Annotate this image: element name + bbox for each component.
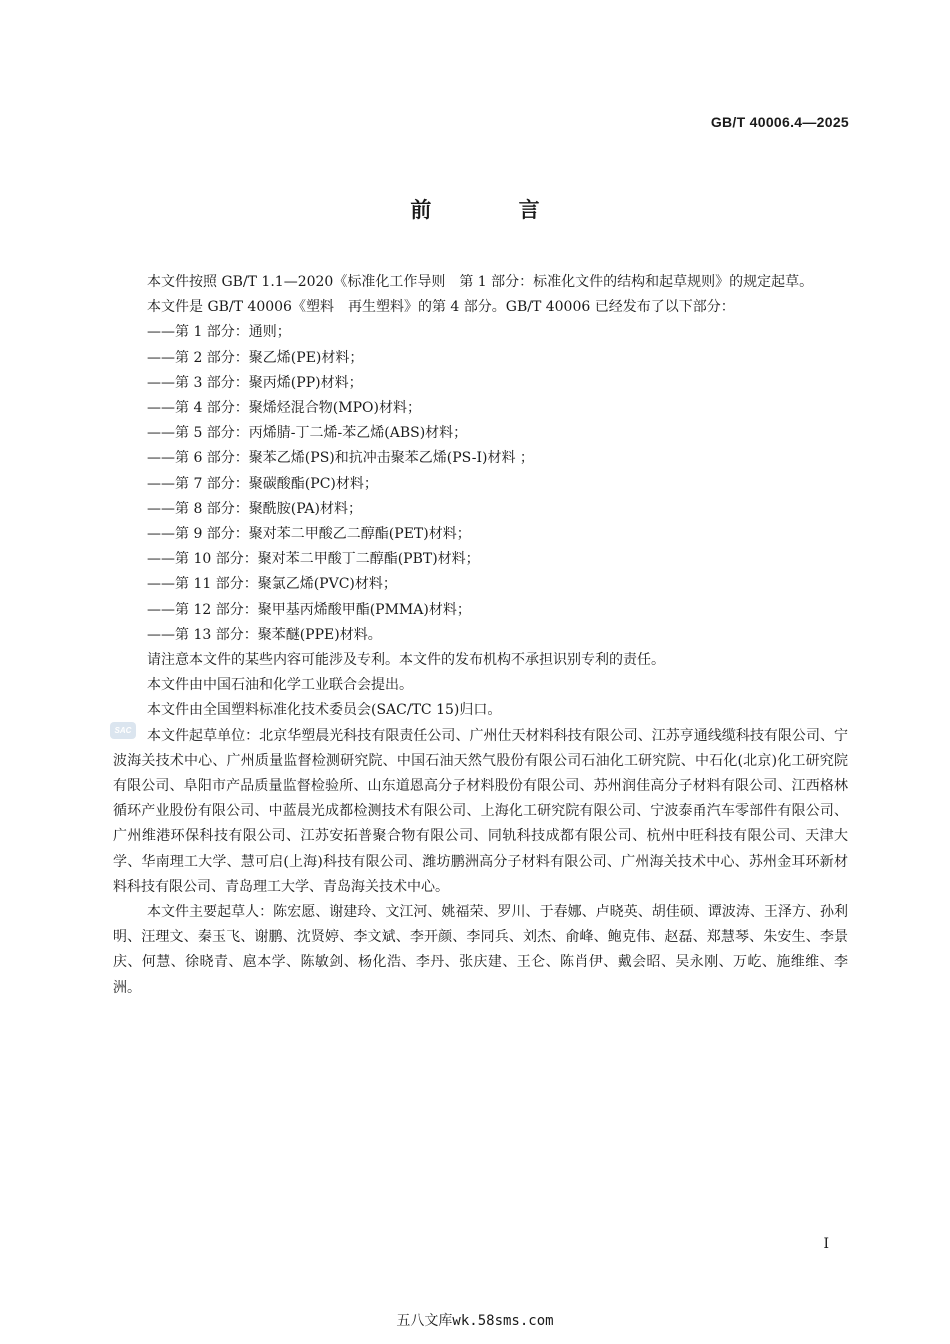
list-item-part: ——第 7 部分：聚碳酸酯(PC)材料； [147, 475, 378, 492]
paragraph-proposer: 本文件由中国石油和化学工业联合会提出。 [147, 677, 413, 694]
list-item-part: ——第 9 部分：聚对苯二甲酸乙二醇酯(PET)材料； [147, 526, 471, 543]
list-item-part: ——第 11 部分：聚氯乙烯(PVC)材料； [147, 576, 397, 593]
page-number: I [823, 1236, 829, 1252]
list-item-part: ——第 4 部分：聚烯烃混合物(MPO)材料； [147, 400, 421, 417]
list-item-part: ——第 10 部分：聚对苯二甲酸丁二醇酯(PBT)材料； [147, 551, 480, 568]
sac-logo-icon: SAC [110, 722, 136, 739]
paragraph-drafting-rule: 本文件按照 GB/T 1.1—2020《标准化工作导则 第 1 部分：标准化文件的结构和起草规则》的规定起草。 [147, 274, 814, 290]
document-code: GB/T 40006.4—2025 [710, 114, 849, 130]
watermark-footer: 五八文库wk.58sms.com [396, 1313, 554, 1329]
list-item-part: ——第 2 部分：聚乙烯(PE)材料； [147, 349, 364, 366]
paragraph-drafters: 本文件主要起草人：陈宏愿、谢建玲、文江河、姚福荣、罗川、于春娜、卢晓英、胡佳硕、谭波涛、王泽方、孙利明、汪理文、秦玉飞、谢鹏、沈贤婷、李文斌、李开颜、李同兵、刘杰、俞峰、鲍克伟、赵磊、郑慧琴、朱安生、李景庆、何慧、徐晓青、扈本学、陈敏剑、杨化浩、李丹、张庆建、王仑、陈肖伊、戴会昭、吴永刚、万屹、施维维、李洲。 [113, 904, 848, 996]
paragraph-drafting-units: 本文件起草单位：北京华塑晨光科技有限责任公司、广州仕天材料科技有限公司、江苏亨通线缆科技有限公司、宁波海关技术中心、广州质量监督检测研究院、中国石油天然气股份有限公司石油化工研究院、中石化(北京)化工研究院有限公司、阜阳市产品质量监督检验所、山东道恩高分子材料股份有限公司、苏州润佳高分子材料有限公司、江西格林循环产业股份有限公司、中蓝晨光成都检测技术有限公司、上海化工研究院有限公司、宁波泰甬汽车零部件有限公司、广州维港环保科技有限公司、江苏安拓普聚合物有限公司、同轨科技成都有限公司、杭州中旺科技有限公司、天津大学、华南理工大学、慧可启(上海)科技有限公司、潍坊鹏洲高分子材料有限公司、广州海关技术中心、苏州金耳环新材料科技有限公司、青岛理工大学、青岛海关技术中心。 [113, 727, 848, 895]
list-item-part: ——第 6 部分：聚苯乙烯(PS)和抗冲击聚苯乙烯(PS-I)材料 ； [147, 450, 534, 467]
list-item-part: ——第 1 部分：通则； [147, 324, 291, 341]
document-body [113, 270, 848, 1001]
paragraph-committee: 本文件由全国塑料标准化技术委员会(SAC/TC 15)归口。 [147, 702, 502, 719]
list-item-part: ——第 13 部分：聚苯醚(PPE)材料。 [147, 626, 382, 643]
list-item-part: ——第 3 部分：聚丙烯(PP)材料； [147, 374, 363, 391]
paragraph-patent-notice: 请注意本文件的某些内容可能涉及专利。本文件的发布机构不承担识别专利的责任。 [147, 652, 665, 669]
list-item-part: ——第 8 部分：聚酰胺(PA)材料； [147, 500, 362, 517]
list-item-part: ——第 5 部分：丙烯腈-丁二烯-苯乙烯(ABS)材料； [147, 425, 468, 442]
list-item-part: ——第 12 部分：聚甲基丙烯酸甲酯(PMMA)材料； [147, 601, 471, 618]
paragraph-series-intro: 本文件是 GB/T 40006《塑料 再生塑料》的第 4 部分。GB/T 40006 已经发布了以下部分： [147, 299, 735, 316]
page-title: 前 言 [410, 198, 580, 222]
